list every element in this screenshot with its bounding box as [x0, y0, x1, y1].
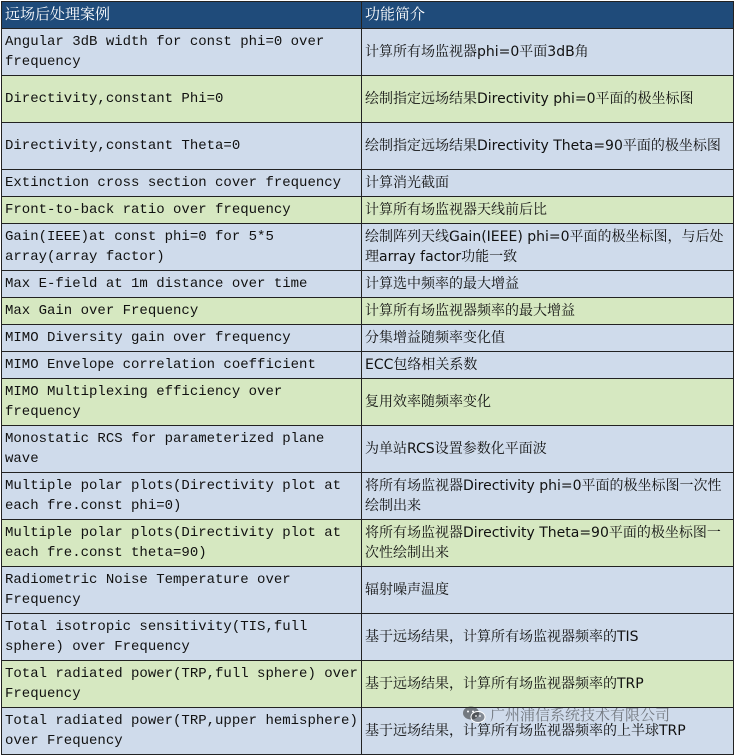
case-description: 将所有场监视器Directivity Theta=90平面的极坐标图一次性绘制出来	[362, 520, 734, 567]
case-description: 分集增益随频率变化值	[362, 325, 734, 352]
table-row	[2, 197, 734, 224]
watermark-text: 广州浦信系统技术有限公司	[490, 706, 671, 724]
case-name: Max Gain over Frequency	[2, 298, 362, 325]
case-name: Extinction cross section cover frequency	[2, 170, 362, 197]
table-row	[2, 76, 734, 123]
table-row	[2, 170, 734, 197]
table-row	[2, 708, 734, 755]
case-name: MIMO Multiplexing efficiency over frequency	[2, 379, 362, 426]
case-name: MIMO Envelope correlation coefficient	[2, 352, 362, 379]
case-description: 基于远场结果，计算所有场监视器频率的TIS	[362, 614, 734, 661]
case-description: 复用效率随频率变化	[362, 379, 734, 426]
case-name: Total radiated power(TRP,upper hemisphere) over Frequency	[2, 708, 362, 755]
case-name: Max E-field at 1m distance over time	[2, 271, 362, 298]
table-row	[2, 352, 734, 379]
case-name: Radiometric Noise Temperature over Frequency	[2, 567, 362, 614]
case-name: Multiple polar plots(Directivity plot at each fre.const phi=0)	[2, 473, 362, 520]
table-row	[2, 426, 734, 473]
table-row	[2, 567, 734, 614]
table-row	[2, 224, 734, 271]
case-name: MIMO Diversity gain over frequency	[2, 325, 362, 352]
case-name: Angular 3dB width for const phi=0 over frequency	[2, 29, 362, 76]
table-header-row	[2, 2, 734, 29]
case-name: Total radiated power(TRP,full sphere) over Frequency	[2, 661, 362, 708]
case-description: 绘制指定远场结果Directivity Theta=90平面的极坐标图	[362, 123, 734, 170]
header-description: 功能简介	[362, 2, 734, 29]
case-description: 计算所有场监视器phi=0平面3dB角	[362, 29, 734, 76]
case-description: 为单站RCS设置参数化平面波	[362, 426, 734, 473]
case-description: 辐射噪声温度	[362, 567, 734, 614]
table-row	[2, 325, 734, 352]
case-description: 绘制指定远场结果Directivity phi=0平面的极坐标图	[362, 76, 734, 123]
table-row	[2, 298, 734, 325]
case-name: Multiple polar plots(Directivity plot at each fre.const theta=90)	[2, 520, 362, 567]
case-name: Directivity,constant Theta=0	[2, 123, 362, 170]
case-name: Monostatic RCS for parameterized plane wave	[2, 426, 362, 473]
case-name: Gain(IEEE)at const phi=0 for 5*5 array(array factor)	[2, 224, 362, 271]
table-row	[2, 473, 734, 520]
case-description: 计算所有场监视器频率的最大增益	[362, 298, 734, 325]
case-description: 计算所有场监视器天线前后比	[362, 197, 734, 224]
header-case-name: 远场后处理案例	[2, 2, 362, 29]
case-description: 基于远场结果，计算所有场监视器频率的上半球TRP	[362, 708, 734, 755]
postprocessing-table	[1, 1, 734, 755]
case-name: Front-to-back ratio over frequency	[2, 197, 362, 224]
case-description: 基于远场结果，计算所有场监视器频率的TRP	[362, 661, 734, 708]
case-description: 计算选中频率的最大增益	[362, 271, 734, 298]
table-row	[2, 271, 734, 298]
table-row	[2, 661, 734, 708]
case-description: 绘制阵列天线Gain(IEEE) phi=0平面的极坐标图，与后处理array factor功能一致	[362, 224, 734, 271]
table-row	[2, 29, 734, 76]
table-row	[2, 520, 734, 567]
case-description: 将所有场监视器Directivity phi=0平面的极坐标图一次性绘制出来	[362, 473, 734, 520]
case-name: Directivity,constant Phi=0	[2, 76, 362, 123]
case-description: ECC包络相关系数	[362, 352, 734, 379]
table-row	[2, 614, 734, 661]
table-row	[2, 379, 734, 426]
case-description: 计算消光截面	[362, 170, 734, 197]
case-name: Total isotropic sensitivity(TIS,full sphere) over Frequency	[2, 614, 362, 661]
table-row	[2, 123, 734, 170]
